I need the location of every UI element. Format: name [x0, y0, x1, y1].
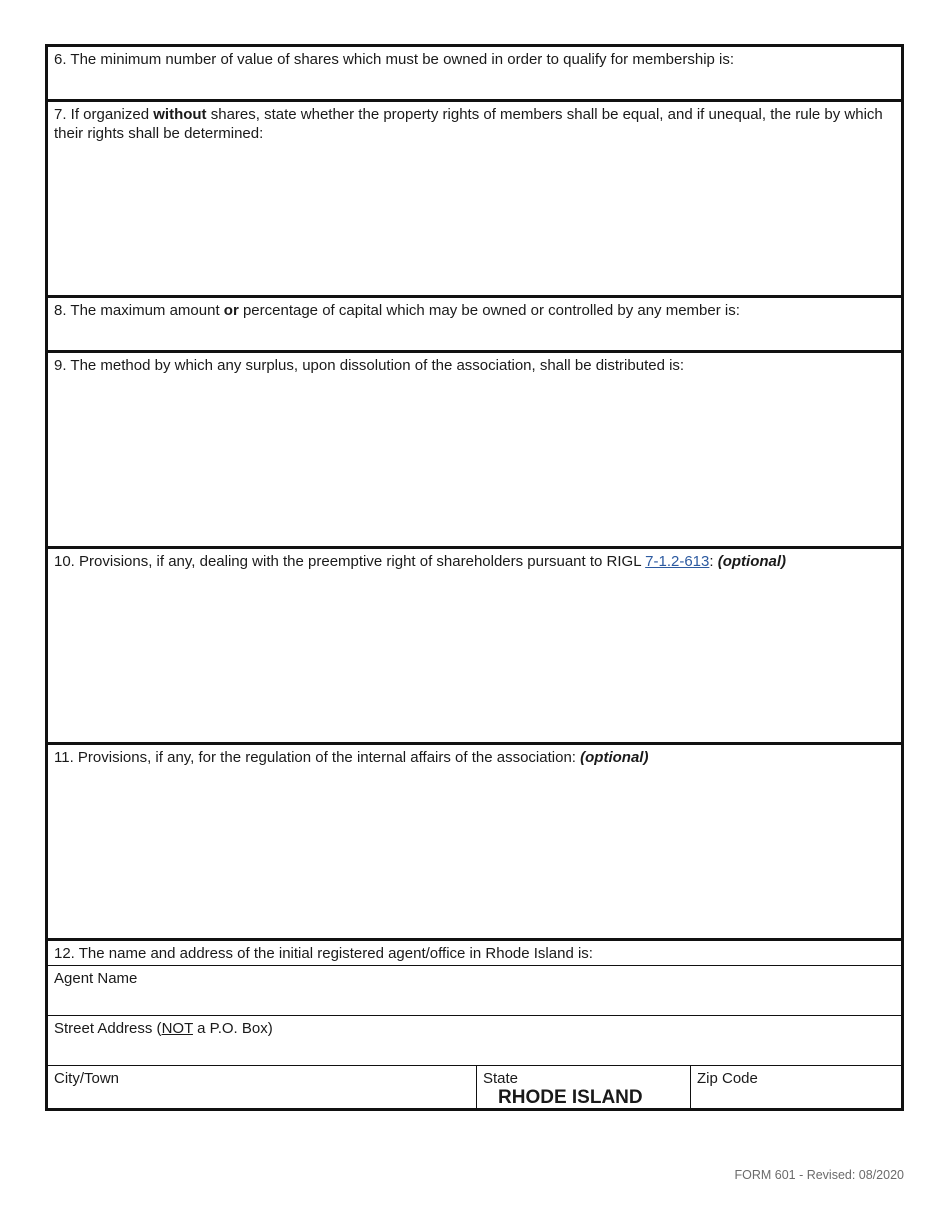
agent-name-field[interactable]: [48, 966, 901, 1016]
section-8-label: 8. The maximum amount or percentage of capital which may be owned or controlled by any member is:: [54, 302, 740, 319]
agent-name-label: Agent Name: [54, 970, 138, 987]
zip-label: Zip Code: [697, 1070, 758, 1087]
section-7-property-rights[interactable]: [48, 102, 901, 298]
city-label: City/Town: [54, 1070, 120, 1087]
section-6-label: 6. The minimum number of value of shares which must be owned in order to qualify for membership is:: [54, 51, 735, 68]
zip-field[interactable]: [691, 1066, 901, 1108]
city-field[interactable]: [48, 1066, 477, 1108]
section-12-heading: [48, 941, 901, 966]
section-8-max-capital[interactable]: [48, 298, 901, 353]
state-label: State: [483, 1070, 519, 1087]
section-12-label: 12. The name and address of the initial registered agent/office in Rhode Island is:: [54, 945, 593, 962]
section-9-surplus-distribution[interactable]: [48, 353, 901, 549]
section-11-label: 11. Provisions, if any, for the regulation of the internal affairs of the association: (optional): [54, 749, 649, 766]
section-10-label: 10. Provisions, if any, dealing with the preemptive right of shareholders pursuant to RIGL 7-1.2-613: (optional): [54, 553, 787, 570]
street-address-field[interactable]: [48, 1016, 901, 1066]
section-9-label: 9. The method by which any surplus, upon dissolution of the association, shall be distributed is:: [54, 357, 685, 374]
city-state-zip-row: [48, 1066, 901, 1108]
state-field: [477, 1066, 691, 1108]
section-6-min-shares[interactable]: [48, 47, 901, 102]
section-11-internal-affairs[interactable]: [48, 745, 901, 941]
rigl-link[interactable]: 7-1.2-613: [645, 553, 710, 570]
street-address-label: Street Address (NOT a P.O. Box): [54, 1020, 273, 1037]
section-10-preemptive-rights[interactable]: [48, 549, 901, 745]
form-revision-footer: FORM 601 - Revised: 08/2020: [734, 1168, 904, 1182]
articles-form: [45, 44, 904, 1111]
state-value: RHODE ISLAND: [498, 1087, 643, 1108]
section-7-label: 7. If organized without shares, state whether the property rights of members shall be equal, and if unequal, the rule by which their rights shall be determined:: [54, 106, 883, 142]
